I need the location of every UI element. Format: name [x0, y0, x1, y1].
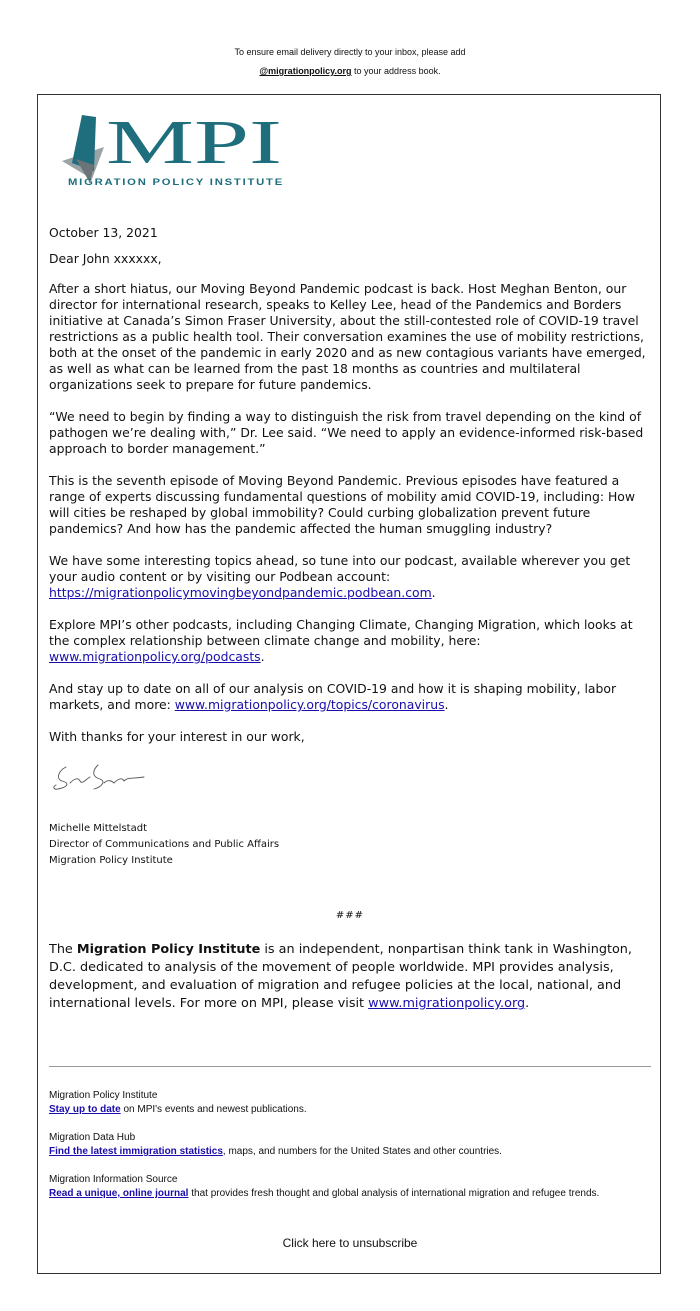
podbean-link[interactable]: https://migrationpolicymovingbeyondpandemic.podbean.com — [49, 585, 432, 600]
footer-item-title: Migration Data Hub — [49, 1132, 136, 1143]
about-pre: The — [49, 942, 77, 957]
footer-divider — [49, 1066, 651, 1067]
logo-wordmark: MPI — [106, 111, 282, 177]
letter-paragraph-1: After a short hiatus, our Moving Beyond Pandemic podcast is back. Host Meghan Benton, our director for international research, speaks to Kelley Lee, head of the Pandemics and Borders initiative at Canada’s Simon Fraser University, about the still-contested role of COVID-19 travel restrictions as a public health tool. Their conversation examines the use of mobility restrictions, both at the onset of the pandemic in early 2020 and as new contagious variants have emerged, as well as what can be learned from the past 18 months as countries and multilateral organizations seek to prepare for future pandemics. — [49, 281, 646, 392]
mpi-logo[interactable] — [54, 111, 294, 191]
p4-text: We have some interesting topics ahead, so tune into our podcast, available wherever you get your audio content or by visiting our Podbean account: — [49, 553, 631, 584]
letter-date: October 13, 2021 — [49, 225, 158, 240]
address-book-email-link[interactable]: @migrationpolicy.org — [259, 66, 352, 76]
unsubscribe-link[interactable]: Click here to unsubscribe — [282, 1236, 418, 1250]
signature-image — [48, 757, 148, 797]
letter-greeting: Dear John xxxxxx, — [49, 251, 162, 266]
letter-paragraph-4 — [49, 553, 653, 601]
signer-name: Michelle Mittelstadt — [49, 823, 147, 834]
letter-closing: With thanks for your interest in our work, — [49, 729, 305, 744]
about-org-name: Migration Policy Institute — [76, 942, 261, 957]
signer-organization: Migration Policy Institute — [49, 855, 173, 866]
about-text: is an independent, nonpartisan think tank in Washington, D.C. dedicated to analysis of the movement of people worldwide. MPI provides analysis, development, and evaluation of migration and refugee policies at the local, national, and international levels. For more on MPI, please visit — [49, 942, 632, 1011]
letter-paragraph-5 — [49, 617, 653, 665]
about-mpi-paragraph — [49, 941, 653, 1013]
mpi-website-link[interactable]: www.migrationpolicy.org — [368, 996, 526, 1011]
footer-item-description — [49, 1145, 653, 1158]
signer-title: Director of Communications and Public Affairs — [49, 839, 280, 850]
preheader-suffix: to your address book. — [351, 66, 441, 76]
footer-item-title: Migration Information Source — [49, 1174, 178, 1185]
coronavirus-link[interactable]: www.migrationpolicy.org/topics/coronavirus — [174, 697, 445, 712]
footer-item-text: that provides fresh thought and global analysis of international migration and refugee trends. — [188, 1188, 600, 1199]
email-frame — [37, 94, 661, 1274]
online-journal-link[interactable]: Read a unique, online journal — [49, 1188, 189, 1199]
immigration-statistics-link[interactable]: Find the latest immigration statistics — [49, 1146, 223, 1157]
footer-item-description — [49, 1187, 653, 1200]
footer-item-text: , maps, and numbers for the United States and other countries. — [222, 1146, 502, 1157]
footer-item-title: Migration Policy Institute — [49, 1090, 158, 1101]
preheader-line-2 — [0, 66, 700, 76]
footer-item-text: on MPI's events and newest publications. — [120, 1104, 307, 1115]
letter-paragraph-3: This is the seventh episode of Moving Beyond Pandemic. Previous episodes have featured a range of experts discussing fundamental questions of mobility amid COVID-19, including: How will cities be reshaped by global immobility? Could curbing globalization prevent future pandemics? And how has the pandemic affected the human smuggling industry? — [49, 473, 636, 536]
podcasts-link[interactable]: www.migrationpolicy.org/podcasts — [49, 649, 261, 664]
p4-end: . — [431, 585, 436, 600]
section-separator: ### — [335, 910, 365, 921]
p6-end: . — [444, 697, 449, 712]
letter-paragraph-2: “We need to begin by finding a way to distinguish the risk from travel depending on the kind of pathogen we’re dealing with,” Dr. Lee said. “We need to apply an evidence-informed risk-based approach to border management.” — [49, 409, 644, 456]
about-end: . — [525, 996, 530, 1011]
footer-item-description — [49, 1103, 653, 1116]
logo-institute-name: MIGRATION POLICY INSTITUTE — [68, 177, 284, 188]
preheader-line-1: To ensure email delivery directly to your inbox, please add — [234, 47, 466, 57]
stay-up-to-date-link[interactable]: Stay up to date — [49, 1104, 121, 1115]
p6-text: And stay up to date on all of our analysis on COVID-19 and how it is shaping mobility, labor markets, and more: — [49, 681, 617, 712]
p5-end: . — [260, 649, 265, 664]
letter-paragraph-6 — [49, 681, 653, 713]
p5-text: Explore MPI’s other podcasts, including Changing Climate, Changing Migration, which looks at the complex relationship between climate change and mobility, here: — [49, 617, 633, 648]
